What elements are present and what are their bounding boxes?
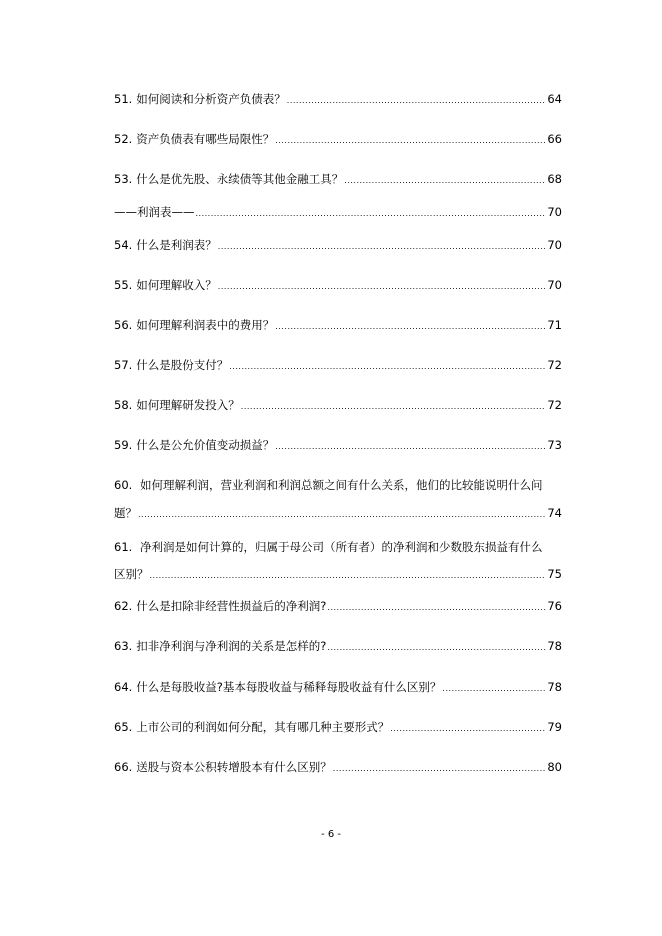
toc-title: 什么是优先股、永续债等其他金融工具？	[136, 172, 344, 186]
toc-entry-62[interactable]	[114, 599, 562, 615]
toc-number: 65.	[114, 720, 133, 734]
toc-title: 如何理解研发投入？	[136, 398, 240, 412]
toc-number: 60.	[114, 478, 133, 492]
toc-page-number: 72	[547, 398, 562, 412]
toc-page-number: 64	[547, 92, 562, 106]
dot-leader	[229, 360, 546, 374]
toc-page-number: 75	[547, 567, 562, 581]
toc-number: 57.	[114, 358, 133, 372]
toc-title: 如何阅读和分析资产负债表？	[136, 92, 286, 106]
toc-page-number: 74	[547, 506, 562, 520]
toc-page-number: 78	[547, 680, 562, 694]
toc-number: 64.	[114, 680, 133, 694]
toc-entry-58[interactable]	[114, 398, 562, 414]
dot-leader	[150, 569, 547, 583]
toc-number: 52.	[114, 132, 133, 146]
toc-entry-61-line2[interactable]	[114, 567, 562, 583]
dot-leader	[218, 280, 547, 294]
toc-entry-64[interactable]	[114, 680, 562, 696]
toc-title: 送股与资本公积转增股本有什么区别？	[136, 760, 332, 774]
toc-entry-56[interactable]	[114, 318, 562, 334]
toc-number: 61.	[114, 540, 133, 554]
toc-page-number: 72	[547, 358, 562, 372]
toc-number: 53.	[114, 172, 133, 186]
toc-entry-57[interactable]	[114, 358, 562, 374]
toc-title: 什么是股份支付？	[136, 358, 229, 372]
toc-title: 资产负债表有哪些局限性？	[136, 132, 275, 146]
toc-title: 如何理解利润表中的费用？	[136, 318, 275, 332]
toc-entry-63[interactable]	[114, 639, 562, 655]
dot-leader	[287, 94, 547, 108]
dot-leader	[327, 601, 546, 615]
toc-title: 如何理解利润，营业利润和利润总额之间有什么关系，他们的比较能说明什么问	[139, 478, 543, 492]
toc-section-income-statement[interactable]	[114, 205, 562, 221]
toc-title: 什么是利润表？	[136, 238, 217, 252]
toc-title: 如何理解收入？	[136, 278, 217, 292]
toc-entry-53[interactable]	[114, 172, 562, 188]
toc-title: 扣非净利润与净利润的关系是怎样的?	[136, 639, 327, 653]
toc-page-number: 71	[547, 318, 562, 332]
dot-leader	[390, 722, 546, 736]
toc-page-number: 68	[547, 172, 562, 186]
dot-leader	[344, 174, 546, 188]
toc-title-continued: 区别？	[114, 567, 149, 581]
dot-leader	[138, 508, 546, 522]
toc-entry-59[interactable]	[114, 438, 562, 454]
toc-page-number: 66	[547, 132, 562, 146]
toc-number: 51.	[114, 92, 133, 106]
toc-page-number: 78	[547, 639, 562, 653]
toc-entry-61-line1[interactable]	[114, 540, 562, 554]
dot-leader	[442, 682, 546, 696]
toc-section-title: ——利润表——	[114, 205, 195, 219]
toc-number: 58.	[114, 398, 133, 412]
toc-number: 54.	[114, 238, 133, 252]
toc-page-number: 73	[547, 438, 562, 452]
toc-entry-52[interactable]	[114, 132, 562, 148]
toc-title: 上市公司的利润如何分配，其有哪几种主要形式？	[136, 720, 390, 734]
dot-leader	[218, 240, 547, 254]
toc-number: 55.	[114, 278, 133, 292]
toc-page-number: 70	[547, 278, 562, 292]
toc-title: 什么是扣除非经营性损益后的净利润?	[136, 599, 327, 613]
dot-leader	[327, 641, 546, 655]
dot-leader	[241, 400, 547, 414]
toc-entry-65[interactable]	[114, 720, 562, 736]
toc-title: 净利润是如何计算的，归属于母公司（所有者）的净利润和少数股东损益有什么	[139, 540, 543, 554]
dot-leader	[333, 762, 547, 776]
toc-number: 56.	[114, 318, 133, 332]
toc-page-number: 79	[547, 720, 562, 734]
toc-page-number: 76	[547, 599, 562, 613]
dot-leader	[275, 440, 546, 454]
toc-title: 什么是公允价值变动损益？	[136, 438, 275, 452]
dot-leader	[275, 320, 546, 334]
toc-number: 59.	[114, 438, 133, 452]
toc-number: 66.	[114, 760, 133, 774]
toc-page-number: 70	[547, 238, 562, 252]
toc-number: 63.	[114, 639, 133, 653]
toc-page-number: 70	[547, 205, 562, 219]
dot-leader	[196, 207, 547, 221]
toc-entry-51[interactable]	[114, 92, 562, 108]
dot-leader	[275, 134, 546, 148]
toc-number: 62.	[114, 599, 133, 613]
toc-entry-60-line1[interactable]	[114, 478, 562, 492]
toc-title: 什么是每股收益?基本每股收益与稀释每股收益有什么区别？	[136, 680, 442, 694]
toc-page-number: 80	[547, 760, 562, 774]
toc-entry-60-line2[interactable]	[114, 506, 562, 522]
toc-entry-54[interactable]	[114, 238, 562, 254]
toc-entry-55[interactable]	[114, 278, 562, 294]
toc-title-continued: 题？	[114, 506, 137, 520]
page-footer-number: - 6 -	[321, 829, 341, 840]
toc-entry-66[interactable]	[114, 760, 562, 776]
